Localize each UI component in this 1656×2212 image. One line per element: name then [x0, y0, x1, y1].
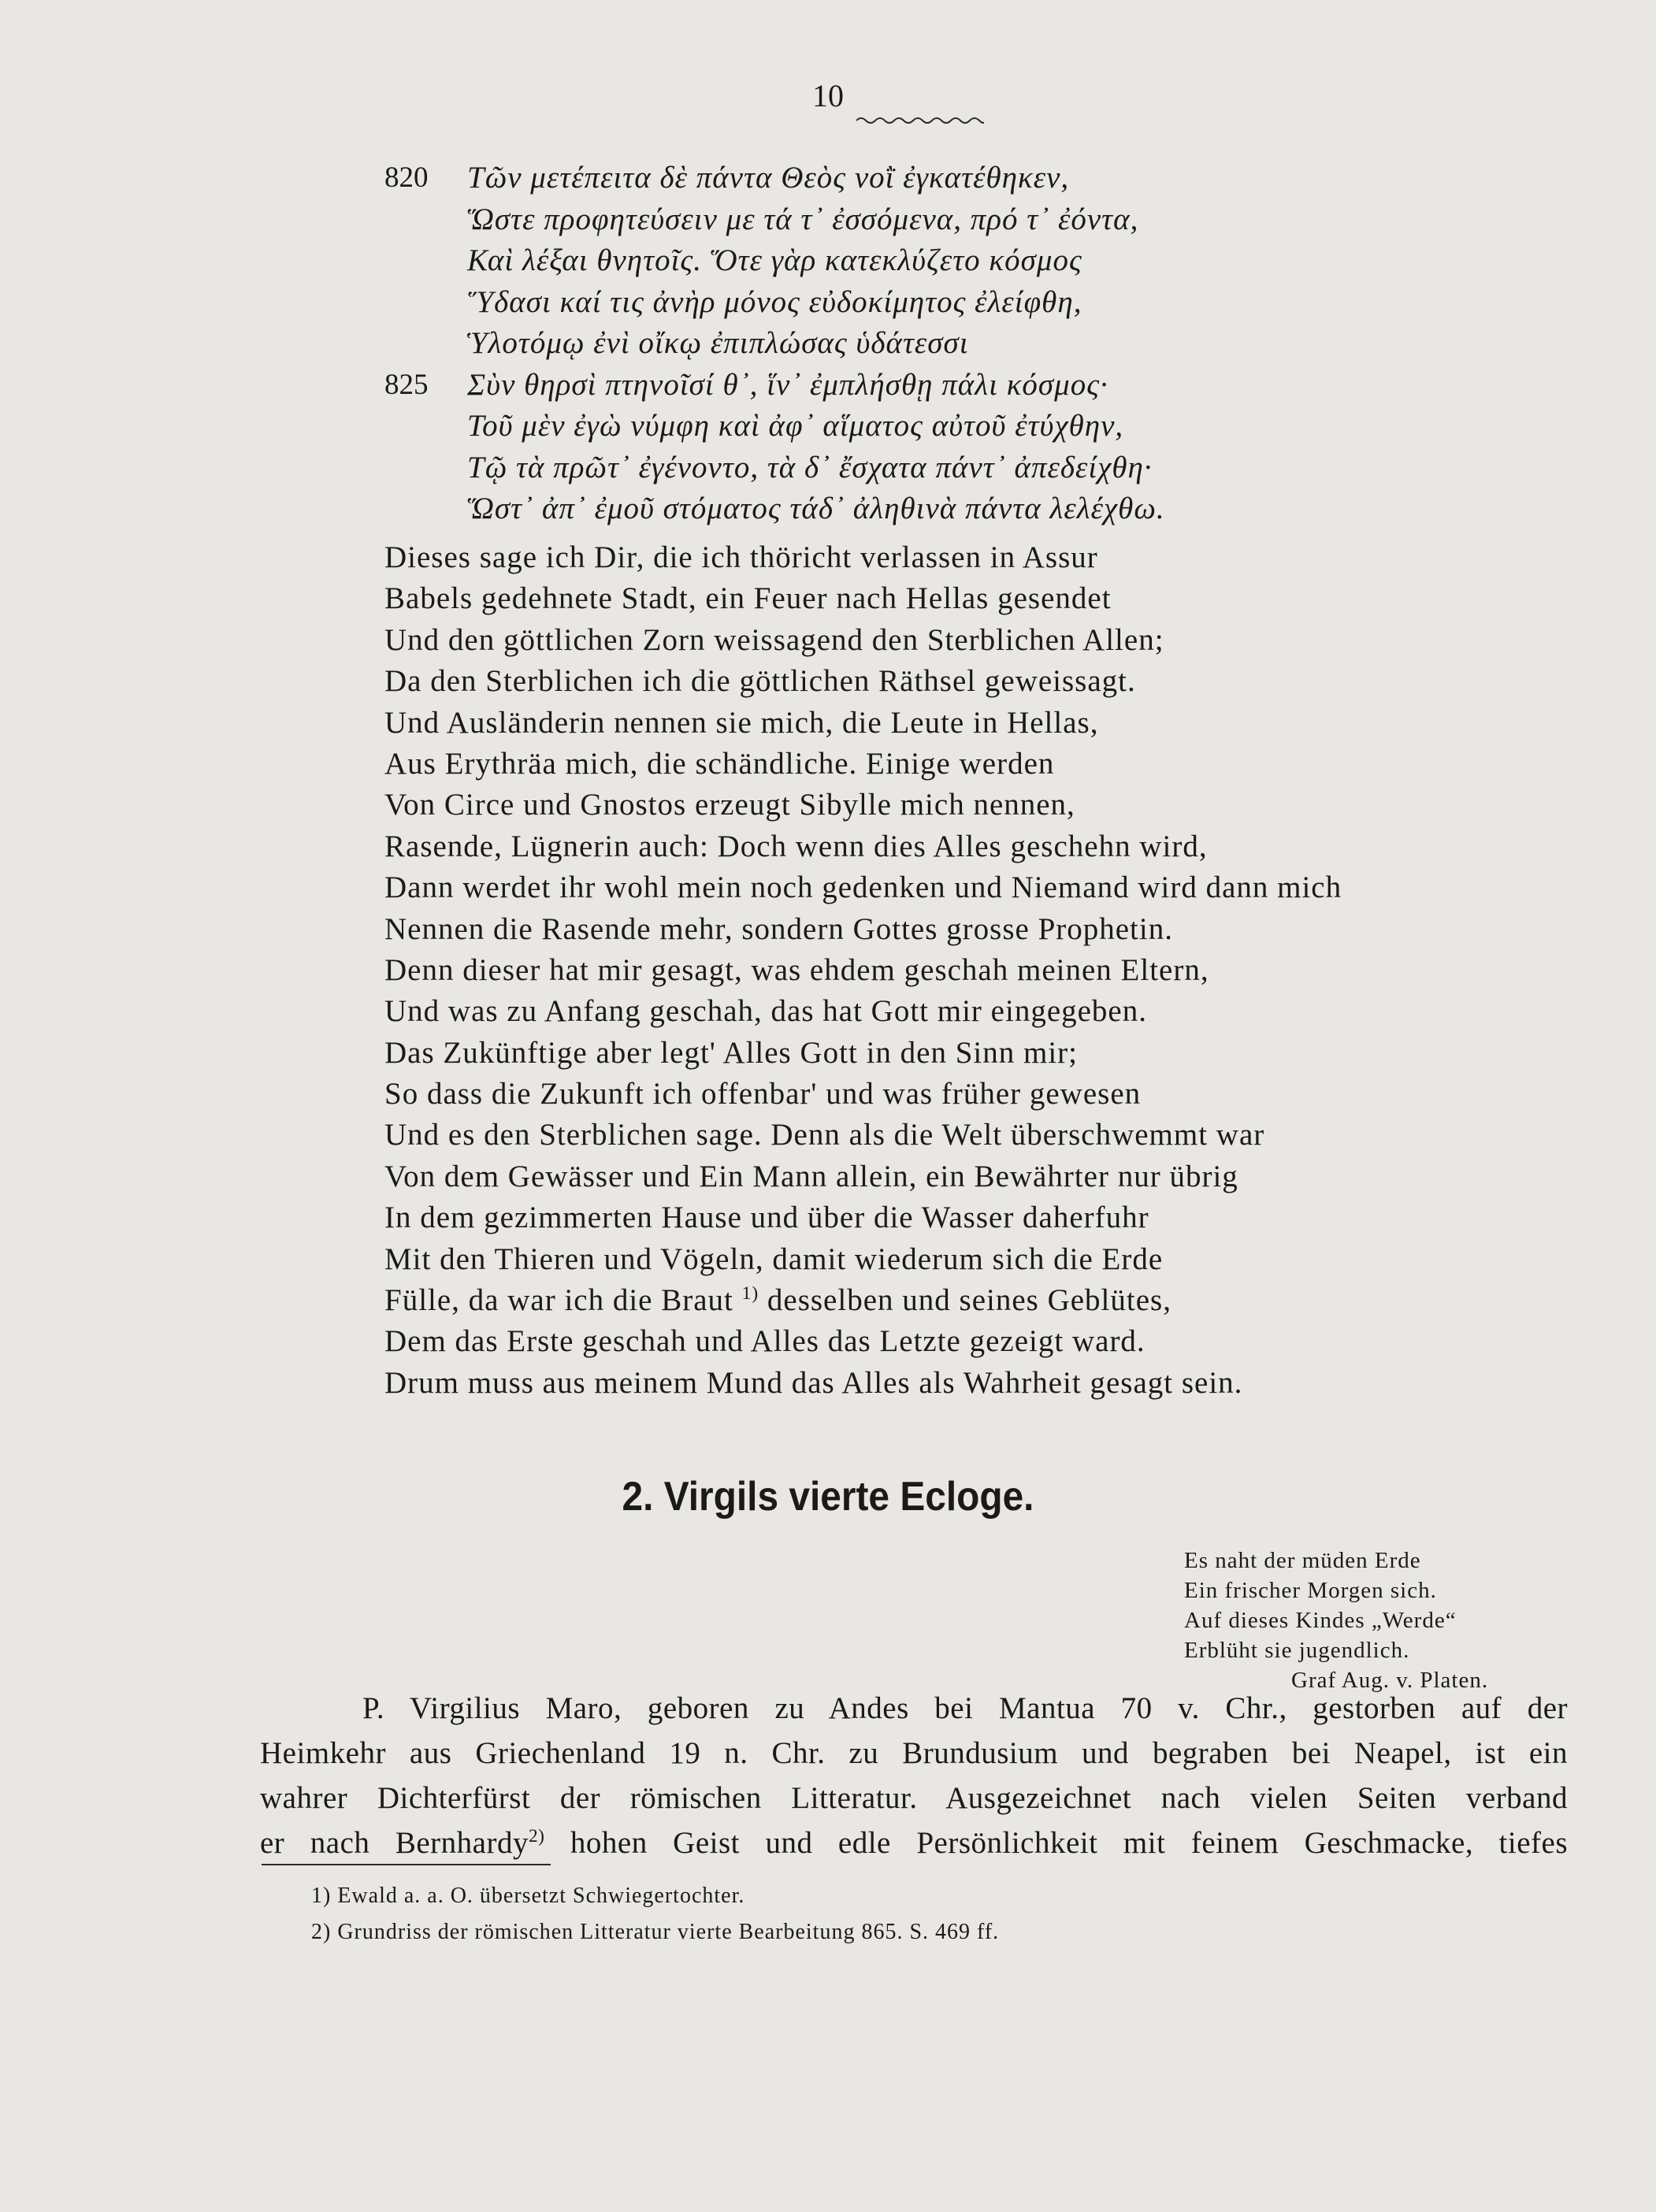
line-text: er nach Bernhardy — [260, 1826, 529, 1860]
greek-verse-text: Ὑλοτόμῳ ἐνὶ οἴκῳ ἐπιπλώσας ὑδάτεσσι — [467, 326, 969, 360]
greek-verse-text: Ὥστε προφητεύσειν με τά τ᾽ ἐσσόμενα, πρό τ᾽ ἐόντα, — [467, 202, 1139, 236]
greek-verse-text: Σὺν θηρσὶ πτηνοῖσί θ᾽, ἵν᾽ ἐμπλήσθῃ πάλι κόσμος· — [467, 367, 1108, 402]
verse-text: Fülle, da war ich die Braut — [384, 1283, 733, 1318]
german-verse-line — [384, 1280, 1342, 1321]
epigraph-line: Ein frischer Morgen sich. — [1184, 1578, 1437, 1603]
german-verse-line: Dem das Erste geschah und Alles das Letzte gezeigt ward. — [384, 1324, 1145, 1359]
footnote-divider — [262, 1864, 551, 1865]
greek-verse-text: Ὕδασι καί τις ἀνὴρ μόνος εὐδοκίμητος ἐλείφθη, — [467, 284, 1082, 319]
german-verse-line: Aus Erythräa mich, die schändliche. Einige werden — [384, 746, 1055, 781]
page-number-ornament — [856, 115, 984, 126]
footnote: 2) Grundriss der römischen Litteratur vierte Bearbeitung 865. S. 469 ff. — [311, 1920, 1000, 1944]
page-number: 10 — [812, 78, 844, 113]
paragraph-line: P. Virgilius Maro, geboren zu Andes bei Mantua 70 v. Chr., gestorben auf der — [362, 1691, 1568, 1725]
german-verse-line: Rasende, Lügnerin auch: Doch wenn dies Alles geschehn wird, — [384, 829, 1208, 863]
greek-verse-text: Ὥστ᾽ ἀπ᾽ ἐμοῦ στόματος τάδ᾽ ἀληθινὰ πάντα λελέχθω. — [467, 492, 1165, 525]
german-verse-line: Denn dieser hat mir gesagt, was ehdem geschah meinen Eltern, — [384, 952, 1209, 987]
german-verse-line: Dieses sage ich Dir, die ich thöricht verlassen in Assur — [384, 540, 1098, 574]
german-verse-line: Da den Sterblichen ich die göttlichen Räthsel geweissagt. — [384, 664, 1136, 699]
footnote-marker: 2) — [528, 1826, 545, 1846]
footnote: 1) Ewald a. a. O. übersetzt Schwiegertochter. — [311, 1884, 745, 1908]
german-verse-line: Dann werdet ihr wohl mein noch gedenken und Niemand wird dann mich — [384, 870, 1342, 905]
verse-text: desselben und seines Geblütes, — [759, 1283, 1171, 1318]
footnotes — [311, 1878, 999, 1950]
german-verse-line: Das Zukünftige aber legt' Alles Gott in den Sinn mir; — [384, 1035, 1078, 1070]
line-text: hohen Geist und edle Persönlichkeit mit feinem Geschmacke, tiefes — [544, 1826, 1569, 1860]
greek-verse-text: Καὶ λέξαι θνητοῖς. Ὅτε γὰρ κατεκλύζετο κόσμος — [467, 243, 1082, 277]
paragraph-line: wahrer Dichterfürst der römischen Litteratur. Ausgezeichnet nach vielen Seiten verband — [260, 1781, 1568, 1815]
german-verse-line: Und Ausländerin nennen sie mich, die Leute in Hellas, — [384, 705, 1099, 740]
german-verse-line: Nennen die Rasende mehr, sondern Gottes grosse Prophetin. — [384, 911, 1173, 946]
german-translation-block — [384, 537, 1342, 1404]
german-verse-line: Mit den Thieren und Vögeln, damit wiederum sich die Erde — [384, 1241, 1164, 1276]
epigraph-author: Graf Aug. v. Platen. — [1291, 1668, 1489, 1693]
greek-verse-text: Τῶν μετέπειτα δὲ πάντα Θεὸς νοῒ ἐγκατέθηκεν, — [467, 161, 1070, 195]
epigraph-line: Es naht der müden Erde — [1184, 1548, 1421, 1573]
section-heading: 2. Virgils vierte Ecloge. — [622, 1474, 1034, 1520]
german-verse-line: So dass die Zukunft ich offenbar' und was früher gewesen — [384, 1077, 1142, 1112]
german-verse-line: Und es den Sterblichen sage. Denn als die Welt überschwemmt war — [384, 1118, 1265, 1152]
paragraph-line — [260, 1820, 1568, 1865]
german-verse-line: Von dem Gewässer und Ein Mann allein, ein Bewährter nur übrig — [384, 1159, 1238, 1193]
body-paragraph — [260, 1686, 1568, 1865]
german-verse-line: Und den göttlichen Zorn weissagend den Sterblichen Allen; — [384, 622, 1164, 657]
german-verse-line: Drum muss aus meinem Mund das Alles als Wahrheit gesagt sein. — [384, 1365, 1243, 1400]
epigraph-line: Erblüht sie jugendlich. — [1184, 1638, 1410, 1663]
german-verse-line: Und was zu Anfang geschah, das hat Gott mir eingegeben. — [384, 994, 1147, 1029]
german-verse-line: Babels gedehnete Stadt, ein Feuer nach Hellas gesendet — [384, 581, 1112, 616]
german-verse-line: Von Circe und Gnostos erzeugt Sibylle mich nennen, — [384, 788, 1075, 822]
verse-number: 820 — [384, 161, 429, 194]
epigraph-line: Auf dieses Kindes „Werde“ — [1184, 1608, 1457, 1633]
footnote-marker: 1) — [741, 1283, 759, 1305]
greek-verse-text: Τοῦ μὲν ἐγὼ νύμφη καὶ ἀφ᾽ αἵματος αὐτοῦ ἐτύχθην, — [467, 409, 1124, 443]
verse-number: 825 — [384, 368, 429, 401]
paragraph-line: Heimkehr aus Griechenland 19 n. Chr. zu Brundusium und begraben bei Neapel, ist ein — [260, 1736, 1568, 1770]
greek-verse-text: Τῷ τὰ πρῶτ᾽ ἐγένοντο, τὰ δ᾽ ἔσχατα πάντ᾽ ἀπεδείχθη· — [467, 450, 1153, 484]
epigraph — [1184, 1546, 1488, 1695]
german-verse-line: In dem gezimmerten Hause und über die Wasser daherfuhr — [384, 1201, 1149, 1235]
